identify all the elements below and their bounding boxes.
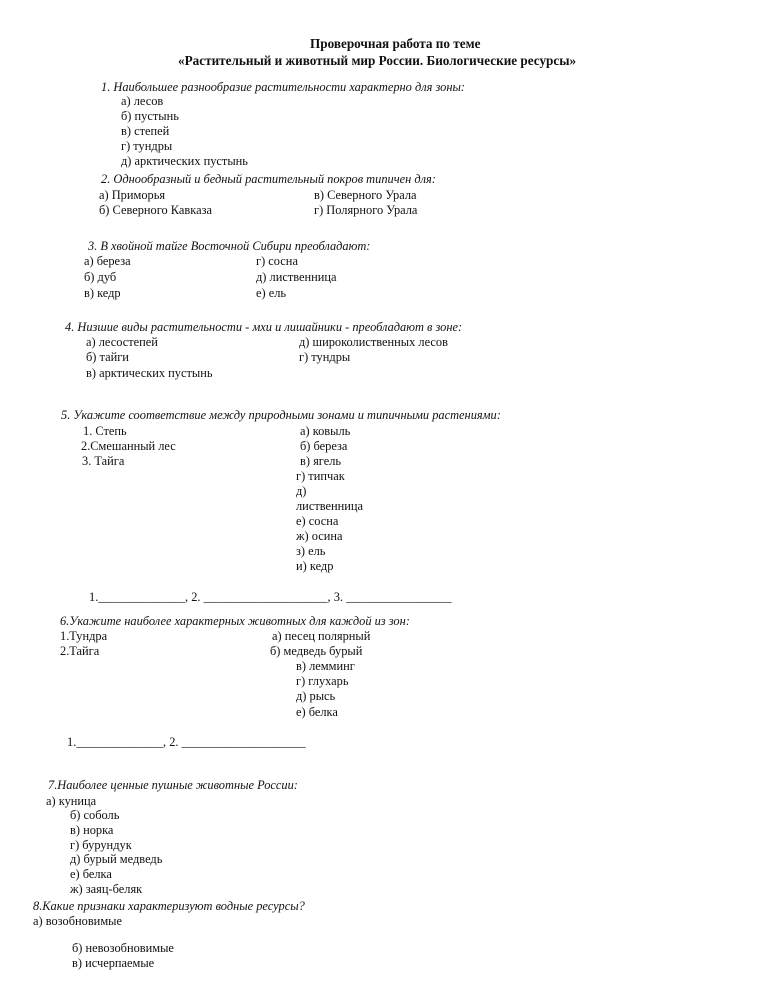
question-8: 8.Какие признаки характеризуют водные ресурсы? [33,899,305,913]
q7-option: е) белка [70,867,112,881]
question-4: 4. Низшие виды растительности - мхи и лишайники - преобладают в зоне: [65,320,463,334]
question-3: 3. В хвойной тайге Восточной Сибири преобладают: [88,239,371,253]
q1-option: в) степей [121,124,170,138]
q3-option: е) ель [256,286,287,300]
q1-option: г) тундры [121,139,173,153]
q8-option: в) исчерпаемые [72,956,155,970]
q6-animal: а) песец полярный [272,629,371,643]
question-1: 1. Наибольшее разнообразие растительности характерно для зоны: [101,80,466,94]
q1-option: а) лесов [121,94,164,108]
q3-option: д) лиственница [256,270,337,284]
q1-option: д) арктических пустынь [121,154,248,168]
q4-option: в) арктических пустынь [86,366,213,380]
q2-option: г) Полярного Урала [314,203,418,217]
q5-plant: ж) осина [296,529,343,543]
q5-plant: з) ель [296,544,326,558]
q6-animal: г) глухарь [296,674,349,688]
q5-plant: г) типчак [296,469,345,483]
q6-zone: 1.Тундра [60,629,108,643]
q2-option: в) Северного Урала [314,188,417,202]
q5-plant: б) береза [300,439,348,453]
q6-answer-line[interactable]: 1.______________, 2. ____________________ [67,735,306,749]
page-title-line-2: «Растительный и животный мир России. Биологические ресурсы» [178,53,577,68]
q5-plant: а) ковыль [300,424,351,438]
q6-animal: е) белка [296,705,338,719]
q5-plant: е) сосна [296,514,339,528]
q7-option: ж) заяц-беляк [70,882,143,896]
q4-option: д) широколиственных лесов [299,335,448,349]
question-7: 7.Наиболее ценные пушные животные России: [48,778,298,792]
question-2: 2. Однообразный и бедный растительный покров типичен для: [101,172,436,186]
q7-option: б) соболь [70,808,120,822]
q6-animal: д) рысь [296,689,336,703]
q6-animal: в) лемминг [296,659,355,673]
q5-zone: 1. Степь [83,424,127,438]
page-title-line-1: Проверочная работа по теме [310,36,481,51]
q5-plant: д) [296,484,307,498]
q3-option: г) сосна [256,254,298,268]
q5-zone: 3. Тайга [82,454,125,468]
q4-option: б) тайги [86,350,129,364]
q4-option: г) тундры [299,350,351,364]
q7-option: д) бурый медведь [70,852,163,866]
q5-plant: лиственница [296,499,364,513]
question-6: 6.Укажите наиболее характерных животных для каждой из зон: [60,614,410,628]
q5-answer-line[interactable]: 1.______________, 2. ____________________, 3. _________________ [89,590,452,604]
q2-option: а) Приморья [99,188,166,202]
q3-option: б) дуб [84,270,117,284]
q1-option: б) пустынь [121,109,179,123]
q4-option: а) лесостепей [86,335,158,349]
q7-option: г) бурундук [70,838,132,852]
q7-option: а) куница [46,794,97,808]
q5-plant: и) кедр [296,559,334,573]
q7-option: в) норка [70,823,114,837]
q3-option: в) кедр [84,286,121,300]
q8-option: б) невозобновимые [72,941,174,955]
q3-option: а) береза [84,254,131,268]
q6-zone: 2.Тайга [60,644,100,658]
q6-animal: б) медведь бурый [270,644,363,658]
q5-zone: 2.Смешанный лес [81,439,176,453]
q5-plant: в) ягель [300,454,342,468]
q2-option: б) Северного Кавказа [99,203,212,217]
q8-option: а) возобновимые [33,914,122,928]
question-5: 5. Укажите соответствие между природными зонами и типичными растениями: [61,408,501,422]
